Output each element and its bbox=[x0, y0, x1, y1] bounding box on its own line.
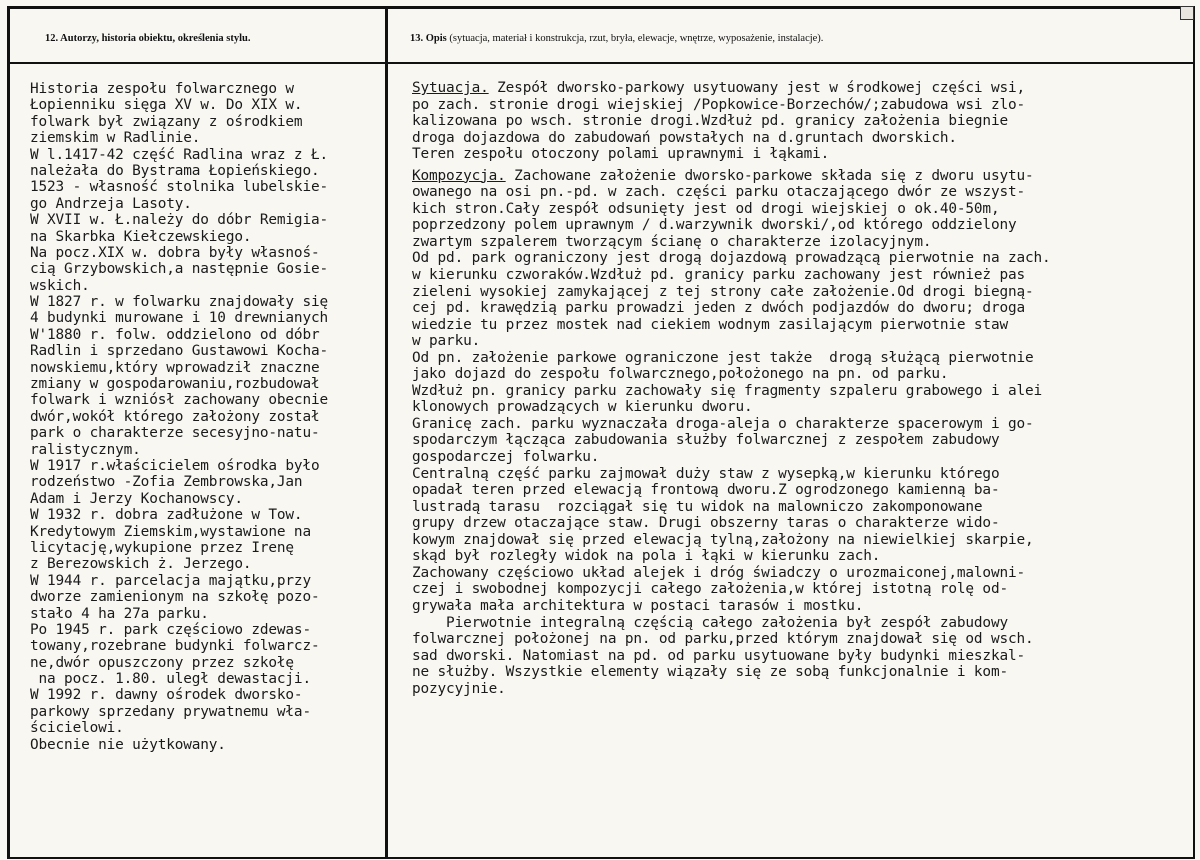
kompozycja-line: w kierunku czworaków.Wzdłuż pd. granicy parku zachowany jest również pas bbox=[412, 267, 1026, 284]
kompozycja-line: skąd był rozległy widok na pola i łąki w kierunku zach. bbox=[412, 548, 881, 565]
column-divider bbox=[385, 6, 388, 859]
history-line: Adam i Jerzy Kochanowscy. bbox=[30, 490, 243, 507]
history-line: wskich. bbox=[30, 277, 90, 294]
kompozycja-line: poprzedzony polem uprawnym / d.warzywnik dworski/,od którego oddzielony bbox=[412, 217, 1017, 234]
sytuacja-first-text: Zespół dworsko-parkowy usytuowany jest w środkowej części wsi, bbox=[488, 80, 1026, 96]
kompozycja-line: opadał teren przed elewacją frontową dworu.Z ogrodzonego kamienną ba- bbox=[412, 482, 1000, 499]
kompozycja-line: Centralną część parku zajmował duży staw z wysepką,w kierunku którego bbox=[412, 465, 1000, 482]
header-rule bbox=[7, 62, 1195, 64]
kompozycja-line: Pierwotnie integralną częścią całego założenia był zespół zabudowy bbox=[412, 614, 1008, 631]
kompozycja-line: pozycyjnie. bbox=[412, 680, 506, 697]
kompozycja-line: zwartym szpalerem tworzącym ścianę o charakterze izolacyjnym. bbox=[412, 233, 932, 250]
history-line: W 1992 r. dawny ośrodek dworsko- bbox=[30, 687, 303, 704]
history-line: W 1944 r. parcelacja majątku,przy bbox=[30, 572, 311, 589]
history-line: W l.1417-42 część Radlina wraz z Ł. bbox=[30, 146, 328, 163]
kompozycja-line: spodarczym łącząca zabudowania służby folwarcznej z zespołem zabudowy bbox=[412, 432, 1000, 449]
history-line: stało 4 ha 27a parku. bbox=[30, 605, 209, 622]
history-line: folwark i wzniósł zachowany obecnie bbox=[30, 392, 328, 409]
sytuacja-line: po zach. stronie drogi wiejskiej /Popkowice-Borzechów/;zabudowa wsi zlo- bbox=[412, 96, 1026, 113]
sytuacja-paragraph bbox=[412, 97, 1192, 163]
kompozycja-line: kowym znajdował się przed elewacją tylną,założony na niewielkiej skarpie, bbox=[412, 531, 1034, 548]
history-line: z Berezowskich ż. Jerzego. bbox=[30, 556, 252, 573]
left-field-header bbox=[45, 33, 250, 44]
kompozycja-first-line bbox=[412, 168, 1192, 185]
history-line: nowskiemu,który wprowadził znaczne bbox=[30, 359, 320, 376]
history-line: ne,dwór opuszczony przez szkołę bbox=[30, 654, 294, 671]
kompozycja-first-text: Zachowane założenie dworsko-parkowe składa się z dworu usytu- bbox=[505, 167, 1034, 184]
sytuacja-line: kalizowana po wsch. stronie drogi.Wzdłuż pd. granicy założenia biegnie bbox=[412, 113, 1008, 130]
history-line: W XVII w. Ł.należy do dóbr Remigia- bbox=[30, 212, 328, 229]
history-line: W 1932 r. dobra zadłużone w Tow. bbox=[30, 507, 303, 524]
kompozycja-line: czej i swobodnej kompozycji całego założenia,w której istotną rolę od- bbox=[412, 581, 1008, 598]
kompozycja-line: Granicę zach. parku wyznaczała droga-aleja o charakterze spacerowym i go- bbox=[412, 415, 1034, 432]
history-line: Na pocz.XIX w. dobra były własnoś- bbox=[30, 244, 320, 261]
kompozycja-line: Zachowany częściowo układ alejek i dróg świadczy o urozmaiconej,malowni- bbox=[412, 564, 1026, 581]
sytuacja-first-line bbox=[412, 80, 1192, 97]
kompozycja-line: w parku. bbox=[412, 333, 481, 350]
history-line: Radlin i sprzedano Gustawowi Kocha- bbox=[30, 343, 328, 360]
sytuacja-line: Teren zespołu otoczony polami uprawnymi i łąkami. bbox=[412, 146, 830, 163]
history-line: Obecnie nie użytkowany. bbox=[30, 736, 226, 753]
right-field-title: Opis bbox=[425, 33, 447, 44]
history-line: licytację,wykupione przez Irenę bbox=[30, 539, 294, 556]
left-field-number: 12. bbox=[45, 33, 59, 44]
history-line: na Skarbka Kiełczewskiego. bbox=[30, 228, 252, 245]
history-line: W'1880 r. folw. oddzielono od dóbr bbox=[30, 326, 320, 343]
left-field-title: Autorzy, historia obiektu, określenia stylu. bbox=[60, 33, 251, 44]
kompozycja-line: jako dojazd do zespołu folwarcznego,położonego na pn. od parku. bbox=[412, 366, 949, 383]
history-text bbox=[30, 81, 382, 753]
history-line: należała do Bystrama Łopieńskiego. bbox=[30, 162, 320, 179]
history-line: ścicielowi. bbox=[30, 720, 124, 737]
kompozycja-line: sad dworski. Natomiast na pd. od parku usytuowane były budynki mieszkal- bbox=[412, 647, 1026, 664]
history-line: rodzeństwo -Zofia Zembrowska,Jan bbox=[30, 474, 303, 491]
kompozycja-line: grywała mała architektura w postaci tarasów i mostku. bbox=[412, 597, 864, 614]
history-line: ralistycznym. bbox=[30, 441, 141, 458]
kompozycja-line: cej pd. krawędzią parku prowadzi jeden z dwóch podjazdów do dworu; droga bbox=[412, 300, 1026, 317]
kompozycja-line: folwarcznej położonej na pn. od parku,przed którym znajdował się od wsch. bbox=[412, 631, 1034, 648]
history-line: na pocz. 1.80. uległ dewastacji. bbox=[30, 671, 311, 688]
right-field-header bbox=[410, 33, 823, 44]
history-line: Łopienniku sięga XV w. Do XIX w. bbox=[30, 97, 303, 114]
kompozycja-line: wiedzie tu przez mostek nad ciekiem wodnym zasilającym pierwotnie staw bbox=[412, 316, 1008, 333]
sytuacja-line: droga dojazdowa do zabudowań powstałych na d.gruntach dworskich. bbox=[412, 129, 957, 146]
kompozycja-line: Wzdłuż pn. granicy parku zachowały się fragmenty szpaleru grabowego i alei bbox=[412, 382, 1043, 399]
history-line: W 1827 r. w folwarku znajdowały się bbox=[30, 294, 328, 311]
history-line: towany,rozebrane budynki folwarcz- bbox=[30, 638, 320, 655]
history-line: park o charakterze secesyjno-natu- bbox=[30, 425, 320, 442]
corner-mark bbox=[1180, 6, 1194, 20]
history-line: cią Grzybowskich,a następnie Gosie- bbox=[30, 261, 328, 278]
right-field-number: 13. bbox=[410, 33, 424, 44]
kompozycja-heading: Kompozycja. bbox=[412, 167, 506, 184]
history-line: Historia zespołu folwarcznego w bbox=[30, 81, 294, 97]
history-line: Kredytowym Ziemskim,wystawione na bbox=[30, 523, 311, 540]
history-line: folwark był związany z ośrodkiem bbox=[30, 113, 303, 130]
kompozycja-line: kich stron.Cały zespół odsunięty jest od drogi wiejskiej o ok.40-50m, bbox=[412, 200, 1000, 217]
sytuacja-heading: Sytuacja. bbox=[412, 80, 489, 96]
history-line: go Andrzeja Lasoty. bbox=[30, 195, 192, 212]
kompozycja-paragraph bbox=[412, 184, 1192, 697]
history-line: dworze zamienionym na szkołę pozo- bbox=[30, 589, 320, 606]
kompozycja-line: ne służby. Wszystkie elementy wiązały się ze sobą funkcjonalnie i kom- bbox=[412, 664, 1008, 681]
kompozycja-line: grupy drzew otaczające staw. Drugi obszerny taras o charakterze wido- bbox=[412, 515, 1000, 532]
history-line: Po 1945 r. park częściowo zdewas- bbox=[30, 621, 311, 638]
right-field-subtitle: (sytuacja, materiał i konstrukcja, rzut, bryła, elewacje, wnętrze, wyposażenie, instalacje). bbox=[449, 33, 824, 44]
history-line: parkowy sprzedany prywatnemu wła- bbox=[30, 703, 311, 720]
history-line: 4 budynki murowane i 10 drewnianych bbox=[30, 310, 328, 327]
history-line: W 1917 r.właścicielem ośrodka było bbox=[30, 457, 320, 474]
history-line: dwór,wokół którego założony został bbox=[30, 408, 320, 425]
history-line: zmiany w gospodarowaniu,rozbudował bbox=[30, 376, 320, 393]
history-line: 1523 - własność stolnika lubelskie- bbox=[30, 179, 328, 196]
history-line: ziemskim w Radlinie. bbox=[30, 130, 201, 147]
kompozycja-line: zieleni wysokiej zamykającej z tej strony całe założenie.Od drogi biegną- bbox=[412, 283, 1034, 300]
kompozycja-line: gospodarczej folwarku. bbox=[412, 449, 600, 466]
kompozycja-line: Od pd. park ograniczony jest drogą dojazdową prowadzącą pierwotnie na zach. bbox=[412, 250, 1051, 267]
description-text bbox=[412, 80, 1192, 697]
kompozycja-line: lustradą tarasu rozciągał się tu widok na malowniczo zakomponowane bbox=[412, 498, 983, 515]
kompozycja-line: owanego na osi pn.-pd. w zach. części parku otaczającego dwór ze wszyst- bbox=[412, 184, 1026, 201]
kompozycja-line: klonowych prowadzących w kierunku dworu. bbox=[412, 399, 753, 416]
kompozycja-line: Od pn. założenie parkowe ograniczone jest także drogą służącą pierwotnie bbox=[412, 349, 1034, 366]
